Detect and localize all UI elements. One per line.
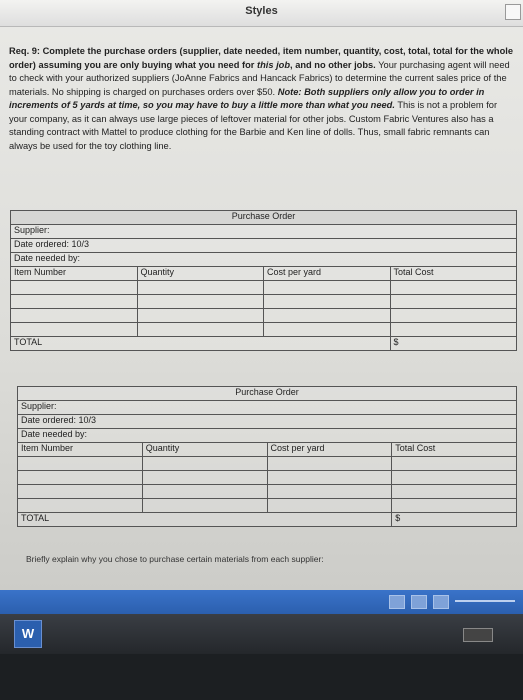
table-cell[interactable] [264, 323, 391, 337]
table-cell[interactable] [390, 309, 517, 323]
table-cell[interactable] [267, 457, 392, 471]
purchase-order-table-2 [17, 386, 517, 527]
table-cell[interactable] [390, 323, 517, 337]
table-cell[interactable] [137, 309, 264, 323]
table-cell[interactable] [11, 323, 138, 337]
table-cell[interactable] [390, 281, 517, 295]
po1-date-needed[interactable]: Date needed by: [11, 253, 517, 267]
po2-header-cost: Cost per yard [267, 443, 392, 457]
web-layout-icon[interactable] [433, 595, 449, 609]
table-row [18, 499, 517, 513]
table-cell[interactable] [392, 499, 517, 513]
table-cell[interactable] [142, 471, 267, 485]
table-cell[interactable] [142, 485, 267, 499]
keyboard-icon[interactable] [463, 628, 493, 642]
table-cell[interactable] [11, 309, 138, 323]
table-row [18, 471, 517, 485]
table-cell[interactable] [18, 457, 143, 471]
table-cell[interactable] [11, 295, 138, 309]
req-text-1: Your purchasing agent will need to check with your authorized suppliers (JoAnne Fabrics and Hancack Fabrics) to determine the current sales price of the materials. No shipping is charged on purchases orders over $50. [9, 59, 510, 97]
po1-total-value[interactable]: $ [390, 337, 517, 351]
document-page [0, 30, 523, 590]
table-cell[interactable] [392, 485, 517, 499]
note-label: Note: [277, 86, 302, 97]
po2-header-quantity: Quantity [142, 443, 267, 457]
table-cell[interactable] [137, 281, 264, 295]
table-row [18, 457, 517, 471]
zoom-slider[interactable] [455, 600, 515, 602]
po2-total-value[interactable]: $ [392, 513, 517, 527]
explain-question: Briefly explain why you chose to purchase certain materials from each supplier: [26, 554, 324, 564]
requirement-paragraph [9, 45, 517, 153]
po2-supplier[interactable]: Supplier: [18, 401, 517, 415]
req-bold-text: Complete the purchase orders (supplier, date needed, item number, quantity, cost, total, total for the whole order) assuming you are only buying what you need for [9, 46, 514, 70]
styles-dialog-launcher-icon[interactable] [505, 4, 521, 20]
req-bold-text-2: , and no other jobs. [290, 59, 376, 70]
status-bar [0, 590, 523, 614]
table-cell[interactable] [267, 471, 392, 485]
table-row [11, 323, 517, 337]
table-cell[interactable] [264, 309, 391, 323]
table-cell[interactable] [137, 323, 264, 337]
table-cell[interactable] [142, 499, 267, 513]
req-bold-italic: this job [256, 59, 291, 70]
view-controls [389, 595, 515, 609]
ribbon [0, 0, 523, 27]
po2-date-needed[interactable]: Date needed by: [18, 429, 517, 443]
table-cell[interactable] [390, 295, 517, 309]
po1-supplier[interactable]: Supplier: [11, 225, 517, 239]
table-cell[interactable] [264, 281, 391, 295]
po2-date-ordered[interactable]: Date ordered: 10/3 [18, 415, 517, 429]
table-cell[interactable] [18, 499, 143, 513]
table-cell[interactable] [264, 295, 391, 309]
table-row [11, 295, 517, 309]
ribbon-styles-label[interactable]: Styles [245, 5, 278, 17]
note-text: Both suppliers only allow you to order in increments of 5 yards at time, so you may have to buy a little more than what you need. [9, 86, 485, 110]
table-row [18, 485, 517, 499]
table-cell[interactable] [392, 471, 517, 485]
word-app-icon[interactable]: W [14, 620, 42, 648]
table-cell[interactable] [137, 295, 264, 309]
po2-total-label: TOTAL [18, 513, 392, 527]
table-cell[interactable] [18, 471, 143, 485]
table-cell[interactable] [11, 281, 138, 295]
po1-title: Purchase Order [11, 211, 517, 225]
po2-header-item-number: Item Number [18, 443, 143, 457]
table-cell[interactable] [142, 457, 267, 471]
read-mode-icon[interactable] [389, 595, 405, 609]
po1-header-quantity: Quantity [137, 267, 264, 281]
table-cell[interactable] [18, 485, 143, 499]
table-cell[interactable] [267, 485, 392, 499]
table-cell[interactable] [392, 457, 517, 471]
po1-header-total: Total Cost [390, 267, 517, 281]
print-layout-icon[interactable] [411, 595, 427, 609]
table-row [11, 309, 517, 323]
req-text-2: This is not a problem for your company, as it can always use large pieces of leftover material for other jobs. Custom Fabric Ventures also has a standing contract with Mattel to produce clothing for the Barbie and Ken line of dolls. Thus, small fabric remnants can always be used for the toy clothing line. [9, 100, 498, 151]
table-cell[interactable] [267, 499, 392, 513]
po1-date-ordered[interactable]: Date ordered: 10/3 [11, 239, 517, 253]
taskbar [0, 614, 523, 654]
table-row [11, 281, 517, 295]
purchase-order-table-1 [10, 210, 517, 351]
po2-title: Purchase Order [18, 387, 517, 401]
po1-total-label: TOTAL [11, 337, 391, 351]
po1-header-cost: Cost per yard [264, 267, 391, 281]
po2-header-total: Total Cost [392, 443, 517, 457]
po1-header-item-number: Item Number [11, 267, 138, 281]
req-label: Req. 9: [9, 46, 40, 56]
